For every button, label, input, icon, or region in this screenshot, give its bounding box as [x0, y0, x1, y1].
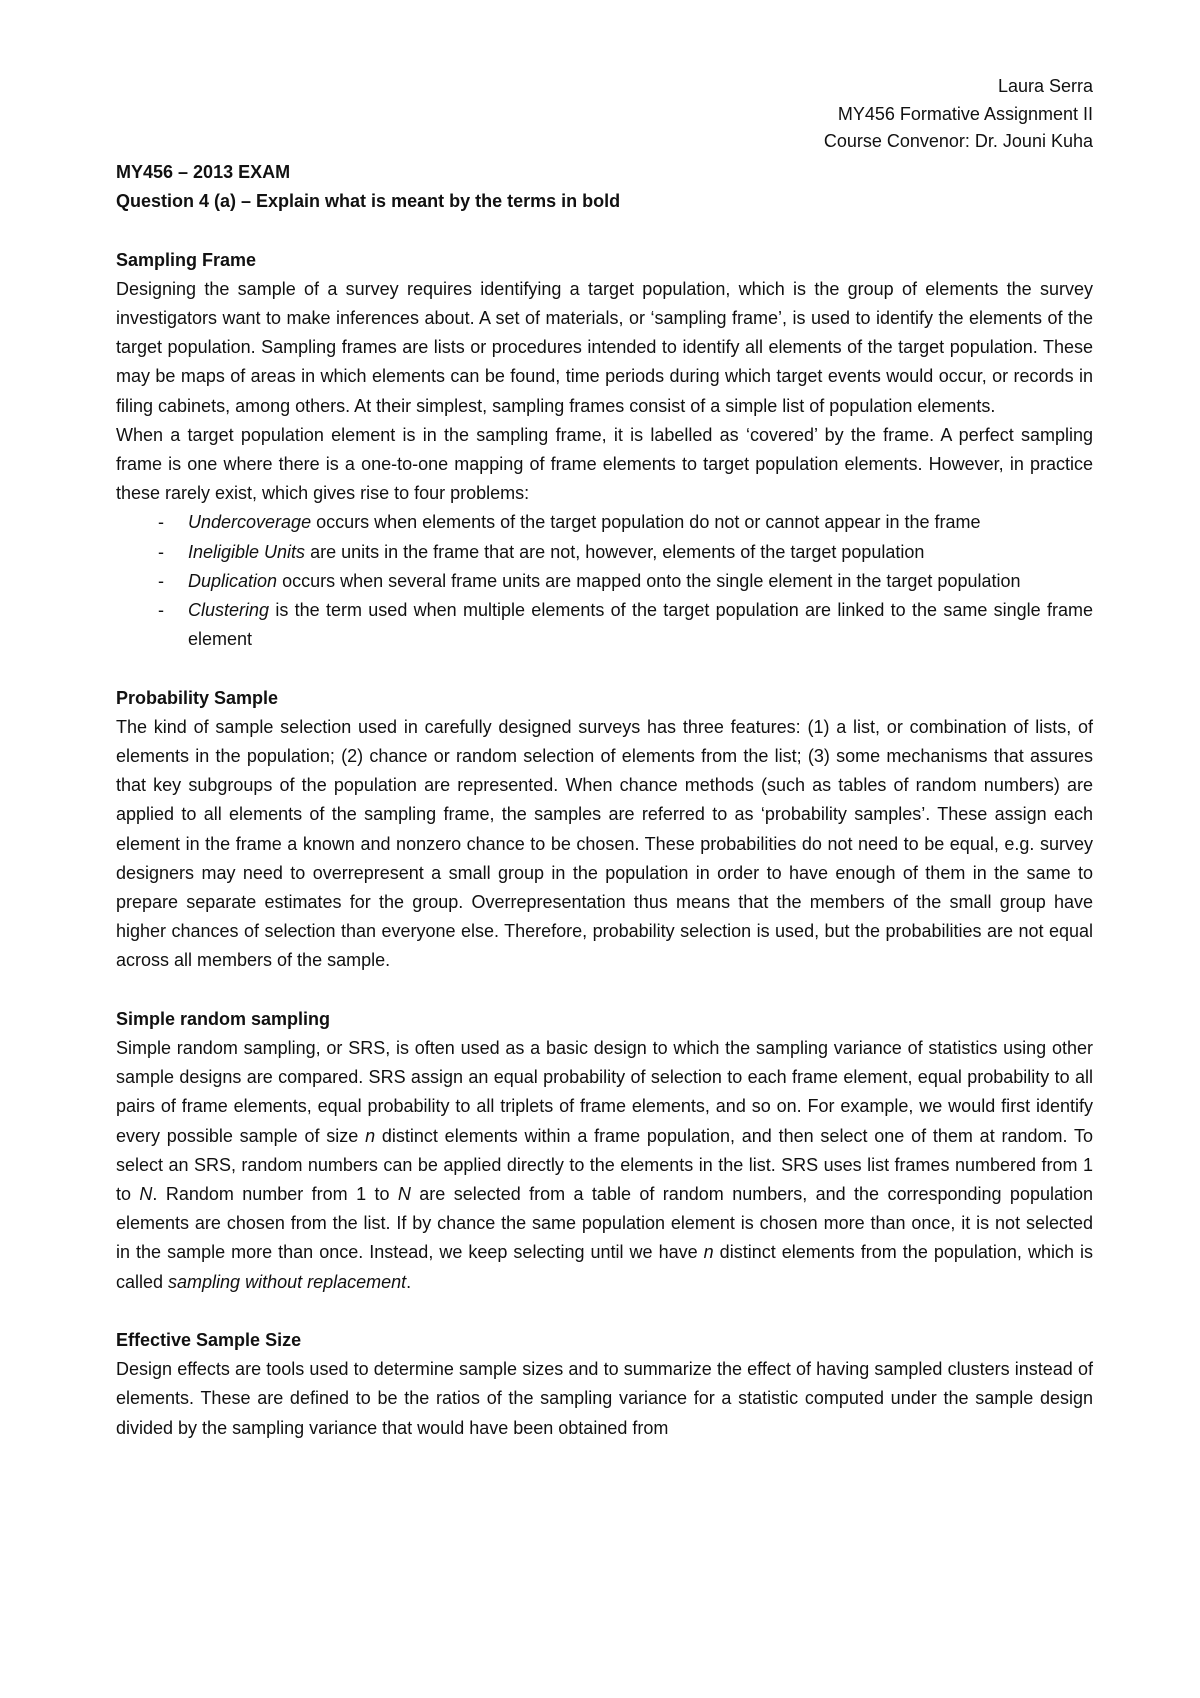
- list-item: [116, 508, 1093, 537]
- srs-text: are selected from a table of random numbers, and the corresponding population elements are chosen from the list. If by chance the same population element is chosen more than once, it is not selected in the sample more than once. Instead, we keep selecting until we have: [116, 1184, 1094, 1263]
- list-item-text: is the term used when multiple elements of the target population are linked to the same single frame element: [188, 600, 1093, 650]
- var-n: n: [365, 1125, 376, 1146]
- list-item: [116, 538, 1093, 567]
- term-undercoverage: Undercoverage: [188, 512, 312, 533]
- term-sampling-without-replacement: sampling without replacement: [168, 1271, 407, 1292]
- srs-text: distinct elements from the population, which is called: [116, 1242, 1093, 1292]
- term-clustering: Clustering: [188, 600, 270, 621]
- spacer: [116, 654, 1093, 683]
- list-item-text: are units in the frame that are not, however, elements of the target population: [305, 541, 925, 562]
- course-convenor: Course Convenor: Dr. Jouni Kuha: [823, 131, 1093, 151]
- srs-text: .: [406, 1271, 412, 1292]
- srs-paragraph: [116, 1034, 1093, 1297]
- author-name: Laura Serra: [997, 76, 1093, 96]
- list-item: [116, 596, 1093, 654]
- spacer: [116, 1297, 1093, 1326]
- srs-text: Simple random sampling, or SRS, is often used as a basic design to which the sampling variance of statistics using other sample designs are compared. SRS assign an equal probability of selection to each frame element, equal probability to all pairs of frame elements, equal probability to all triplets of frame elements, and so on. For example, we would first identify every possible sample of size: [116, 1038, 1093, 1146]
- section-heading-srs: Simple random sampling: [116, 1008, 331, 1029]
- document-body: [116, 158, 1093, 1443]
- var-N: N: [139, 1184, 153, 1205]
- var-N: N: [397, 1184, 411, 1205]
- srs-text: . Random number from 1 to: [152, 1184, 398, 1205]
- section-heading-probability-sample: Probability Sample: [116, 687, 279, 708]
- list-item-text: occurs when elements of the target population do not or cannot appear in the frame: [311, 512, 981, 533]
- assignment-title: MY456 Formative Assignment II: [837, 103, 1093, 124]
- sampling-frame-paragraph-1: Designing the sample of a survey requires identifying a target population, which is the group of elements the survey investigators want to make inferences about. A set of materials, or ‘sampling frame’, is used to identify the elements of the target population. Sampling frames are lists or procedures intended to identify all elements of the target population. These may be maps of areas in which elements can be found, time periods during which target events would occur, or records in filing cabinets, among others. At their simplest, sampling frames consist of a simple list of population elements.: [116, 278, 1093, 416]
- question-title: Question 4 (a) – Explain what is meant by the terms in bold: [116, 191, 621, 212]
- term-duplication: Duplication: [188, 570, 278, 591]
- list-item-text: occurs when several frame units are mapped onto the single element in the target population: [277, 570, 1021, 591]
- section-heading-effective-sample-size: Effective Sample Size: [116, 1330, 302, 1351]
- frame-problems-list: [116, 508, 1093, 654]
- effective-sample-size-paragraph: Design effects are tools used to determine sample sizes and to summarize the effect of having sampled clusters instead of elements. These are defined to be the ratios of the sampling variance for a statistic computed under the sample design divided by the sampling variance that would have been obtained from: [116, 1359, 1093, 1438]
- var-n: n: [703, 1242, 714, 1263]
- spacer: [116, 216, 1093, 245]
- list-item: [116, 567, 1093, 596]
- sampling-frame-paragraph-2: When a target population element is in the sampling frame, it is labelled as ‘covered’ by the frame. A perfect sampling frame is one where there is a one-to-one mapping of frame elements to target population elements. However, in practice these rarely exist, which gives rise to four problems:: [116, 424, 1093, 504]
- term-ineligible-units: Ineligible Units: [188, 541, 306, 562]
- author-header: [824, 73, 1093, 156]
- spacer: [116, 976, 1093, 1005]
- exam-title: MY456 – 2013 EXAM: [116, 162, 291, 182]
- srs-text: distinct elements within a frame population, and then select one of them at random. To select an SRS, random numbers can be applied directly to the elements in the list. SRS uses list frames numbered from 1 to: [116, 1125, 1093, 1205]
- section-heading-sampling-frame: Sampling Frame: [116, 249, 257, 270]
- probability-sample-paragraph: The kind of sample selection used in carefully designed surveys has three features: (1) a list, or combination of lists, of elements in the population; (2) chance or random selection of elements from the list; (3) some mechanisms that assures that key subgroups of the population are represented. When chance methods (such as tables of random numbers) are applied to all elements of the sampling frame, the samples are referred to as ‘probability samples’. These assign each element in the frame a known and nonzero chance to be chosen. These probabilities do not need to be equal, e.g. survey designers may need to overrepresent a small group in the population in order to have enough of them in the same to prepare separate estimates for the group. Overrepresentation thus means that the members of the small group have higher chances of selection than everyone else. Therefore, probability selection is used, but the probabilities are not equal across all members of the sample.: [116, 716, 1093, 971]
